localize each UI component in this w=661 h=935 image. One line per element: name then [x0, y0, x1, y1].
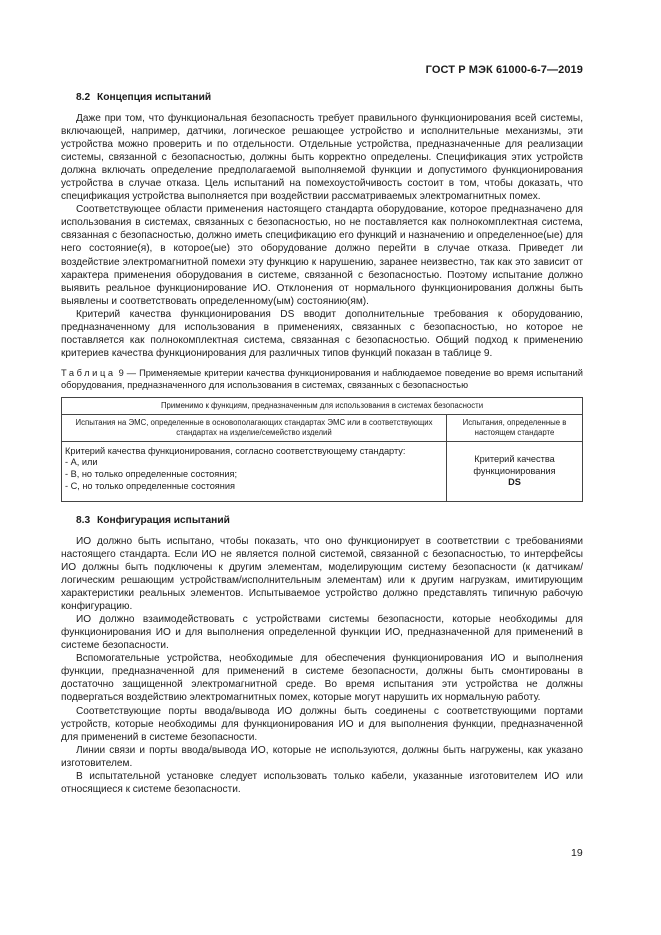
paragraph: ИО должно взаимодействовать с устройствами системы безопасности, которые необходимы для функционирования ИО и для выполнения определенной функции ИО, предназначенной для применений в системе безопасности.: [61, 614, 583, 652]
table-caption-label: Таблица: [61, 367, 116, 378]
table-cell-ds: [447, 441, 583, 501]
paragraph: Соответствующее области применения настоящего стандарта оборудование, которое предназначено для использования в системах, связанных с безопасностью, но не поставляется как полнокомплектная система, связанная с безопасностью, должно иметь спецификацию его функций и назначению и определенное(ые) для него состояние(я), в которое(ые) это оборудование должно перейти в случае отказа. Приведет ли воздействие электромагнитной помехи эту функцию к нарушению, заранее неизвестно, так как это зависит от характера применения оборудования в системе, связанной с безопасностью. Поэтому испытание должно выявить реальное функционирование ИО. Отклонения от нормального функционирования должны быть выявлены и соответствовать определенному(ым) состоянию(ям).: [61, 204, 583, 307]
paragraph: Линии связи и порты ввода/вывода ИО, которые не используются, должны быть нагружены, как указано изготовителем.: [61, 744, 583, 769]
paragraph: Критерий качества функционирования DS вводит дополнительные требования к оборудованию, предназначенному для использования в применениях, связанных с безопасностью, но которое не поставляется как полнокомплектная система, связанная с безопасностью. Общий подход к применению критериев качества функционирования для различных типов функций показан в таблице 9.: [61, 308, 583, 359]
section-heading-8-2: [61, 91, 583, 104]
standard-header: ГОСТ Р МЭК 61000-6-7—2019: [425, 64, 583, 76]
criteria-line: Критерий качества функционирования, согласно соответствующему стандарту:: [65, 445, 406, 456]
section-number: 8.2: [76, 92, 91, 103]
page-number: 19: [571, 847, 583, 859]
table-caption-text: — Применяемые критерии качества функционирования и наблюдаемое поведение во время испытаний оборудования, предназначенного для использования в системах, связанных с безопасностью: [61, 367, 583, 390]
paragraph: Даже при том, что функциональная безопасность требует правильного функционирования всей системы, включающей, например, датчики, логическое решающее устройство и исполнительные механизмы, эти устройства можно проверить и по отдельности. Отдельные устройства, предназначенные для реализации системы, связанной с безопасностью, должны быть корректно определены. Спецификация этих устройств должна включать определение предполагаемой выполняемой функции и допустимого функционирования устройства в случае отказа. Цель испытаний на помехоустойчивость состоит в том, чтобы доказать, что спецификация устройства выполняется при воздействии рассматриваемых электромагнитных помех.: [61, 113, 583, 203]
table-row: [62, 441, 583, 501]
paragraph: ИО должно быть испытано, чтобы показать, что оно функционирует в соответствии с требованиями настоящего стандарта. Если ИО не является полной системой, связанной с безопасностью, то интерфейсы ИО должны быть подключены к другим элементам, моделирующим систему безопасности (к датчикам/логическим решающим устройствам/исполнительным элементам) или к другим нагрузкам, имитирующим характеристики реальных элементов. Испытываемое устройство должно представлять типичную рабочую конфигурацию.: [61, 535, 583, 613]
section-title: Концепция испытаний: [97, 92, 212, 103]
table-span-header: Применимо к функциям, предназначенным для использования в системах безопасности: [62, 397, 583, 414]
criterion-code: DS: [508, 477, 521, 488]
table-cell-criteria: [62, 441, 447, 501]
criteria-line: - А, или: [65, 457, 98, 468]
table-header-row: [62, 414, 583, 441]
criteria-line: - С, но только определенные состояния: [65, 480, 235, 491]
table-caption: [61, 367, 583, 391]
page-content: [61, 91, 583, 796]
col-header-this-standard: Испытания, определенные в настоящем стандарте: [447, 414, 583, 441]
col-header-emc-tests: Испытания на ЭМС, определенные в основополагающих стандартах ЭМС или в соответствующих стандартах на изделие/семейство изделий: [62, 414, 447, 441]
table-header-row: [62, 397, 583, 414]
section-title: Конфигурация испытаний: [97, 514, 230, 526]
table-caption-number: 9: [118, 367, 124, 378]
criteria-line: - В, но только определенные состояния;: [65, 469, 237, 480]
paragraph: Соответствующие порты ввода/вывода ИО должны быть соединены с соответствующими портами устройств, которые необходимы для функционирования ИО и для выполнения функции, предназначенной для применений в системе безопасности.: [61, 705, 583, 743]
paragraph: В испытательной установке следует использовать только кабели, указанные изготовителем ИО или относящиеся к системе безопасности.: [61, 770, 583, 795]
criteria-table: [61, 397, 583, 502]
section-heading-8-3: [61, 514, 583, 527]
paragraph: Вспомогательные устройства, необходимые для обеспечения функционирования ИО и выполнения функции, предназначенной для применений в системе безопасности, должны быть смонтированы в достаточно защищенной электромагнитной среде. Во время испытания эти устройства не должны подвергаться воздействию электромагнитных помех, которые могут нарушить их нормальную работу.: [61, 653, 583, 704]
criterion-label: Критерий качества функционирования: [473, 454, 556, 476]
section-number: 8.3: [76, 514, 91, 526]
